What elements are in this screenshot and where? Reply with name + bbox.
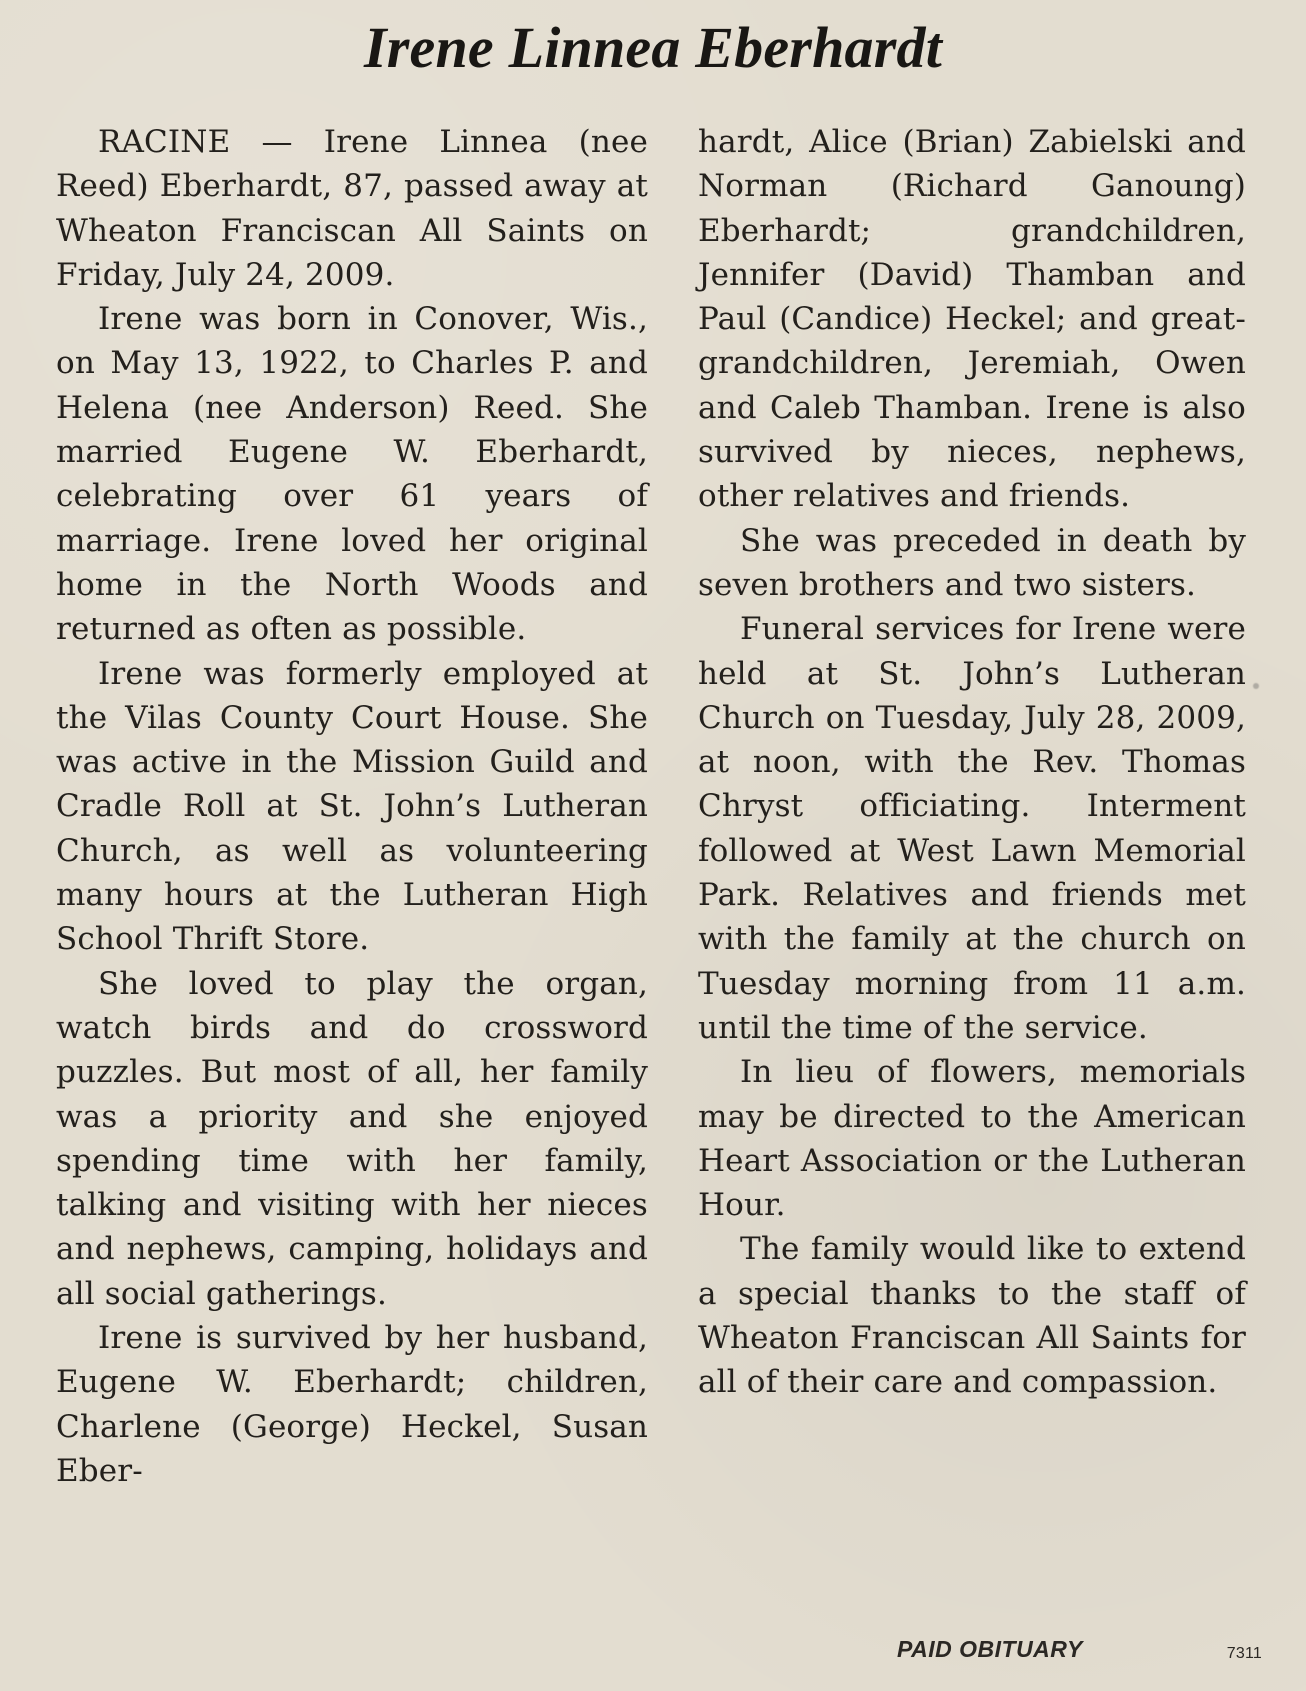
paragraph-preceded-in-death: She was preceded in death by seven brothers and two sisters. [698, 522, 1246, 603]
obituary-body [56, 120, 1274, 1637]
paragraph-interests-family: She loved to play the organ, watch birds and do crossword puzzles. But most of all, her family was a priority and she enjoyed spending time with her family, talking and visiting with her nieces and nephews, camping, holidays and all social gatherings. [56, 965, 648, 1312]
obituary-code: 7311 [1226, 1645, 1262, 1662]
obituary-title: Irene Linnea Eberhardt [363, 15, 943, 80]
paragraph-birth-marriage: Irene was born in Conover, Wis., on May 13, 1922, to Charles P. and Helena (nee Anderson) Reed. She married Eugene W. Eberhardt, celebrating over 61 years of marriage. Irene loved her original home in the North Woods and returned as often as possible. [56, 301, 648, 648]
paragraph-opening: RACINE — Irene Linnea (nee Reed) Eberhardt, 87, passed away at Wheaton Franciscan All Saints on Friday, July 24, 2009. [56, 124, 648, 293]
left-column [56, 120, 648, 1493]
paragraph-memorials: In lieu of flowers, memorials may be directed to the American Heart Association or the Lutheran Hour. [698, 1054, 1246, 1224]
paragraph-funeral-services: Funeral services for Irene were held at St. John’s Lutheran Church on Tuesday, July 28, 2009, at noon, with the Rev. Thomas Chryst officiating. Interment followed at West Lawn Memorial Park. Relatives and friends met with the family at the church on Tuesday morning from 11 a.m. until the time of the service. [698, 611, 1246, 1046]
right-column [698, 120, 1246, 1405]
paragraph-employment-church: Irene was formerly employed at the Vilas County Court House. She was active in the Mission Guild and Cradle Roll at St. John’s Lutheran Church, as well as volunteering many hours at the Lutheran High School Thrift Store. [56, 655, 648, 958]
paragraph-survived-by-continued: hardt, Alice (Brian) Zabielski and Norman (Richard Ganoung) Eberhardt; grandchildren, Jennifer (David) Thamban and Paul (Candice) Heckel; and great-grandchildren, Jeremiah, Owen and Caleb Thamban. Irene is also survived by nieces, nephews, other relatives and friends. [698, 124, 1246, 515]
paragraph-thanks: The family would like to extend a special thanks to the staff of Wheaton Franciscan All Saints for all of their care and compassion. [698, 1231, 1246, 1401]
paragraph-survived-by-start: Irene is survived by her husband, Eugene W. Eberhardt; children, Charlene (George) Heckel, Susan Eber- [56, 1320, 648, 1489]
paid-obituary-label: PAID OBITUARY [897, 1636, 1083, 1662]
